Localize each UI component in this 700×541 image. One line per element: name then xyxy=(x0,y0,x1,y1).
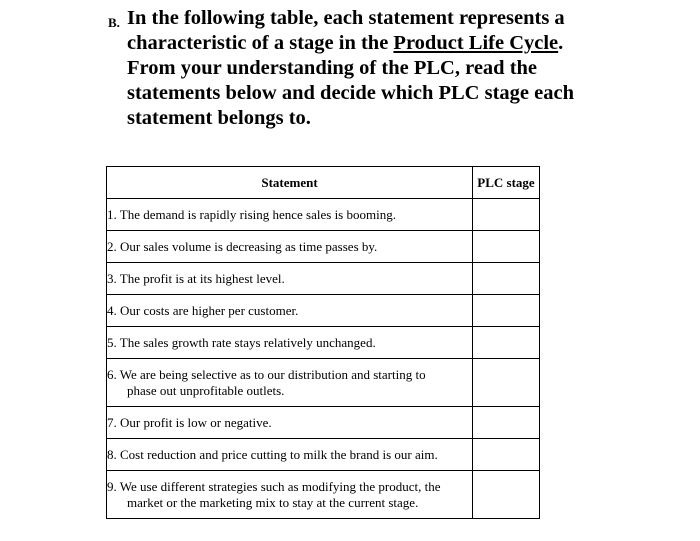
plc-stage-cell[interactable] xyxy=(473,327,540,359)
statement-cell: 5. The sales growth rate stays relatively unchanged. xyxy=(107,327,473,359)
question-marker: B. xyxy=(108,15,120,30)
table-row xyxy=(107,295,540,327)
question-line-1: In the following table, each statement represents a xyxy=(127,7,565,29)
table-row xyxy=(107,471,540,519)
question-line-3: From your understanding of the PLC, read the xyxy=(127,57,538,79)
plc-stage-cell[interactable] xyxy=(473,199,540,231)
statement-cell xyxy=(107,359,473,407)
table-row xyxy=(107,407,540,439)
statement-line-2: market or the marketing mix to stay at the current stage. xyxy=(127,494,419,510)
statement-cell: 1. The demand is rapidly rising hence sales is booming. xyxy=(107,199,473,231)
statement-cell: 8. Cost reduction and price cutting to milk the brand is our aim. xyxy=(107,439,473,471)
plc-stage-cell[interactable] xyxy=(473,439,540,471)
statement-cell: 2. Our sales volume is decreasing as time passes by. xyxy=(107,231,473,263)
table-header-row xyxy=(107,167,540,199)
statement-cell: 3. The profit is at its highest level. xyxy=(107,263,473,295)
statement-line-2: phase out unprofitable outlets. xyxy=(127,382,285,398)
plc-stage-cell[interactable] xyxy=(473,263,540,295)
question-line-2 xyxy=(127,31,563,55)
plc-stage-cell[interactable] xyxy=(473,359,540,407)
statement-header: Statement xyxy=(107,167,473,199)
plc-stage-cell[interactable] xyxy=(473,407,540,439)
plc-stage-cell[interactable] xyxy=(473,231,540,263)
table-row xyxy=(107,439,540,471)
question-line-2-text: characteristic of a stage in the xyxy=(127,32,394,54)
table-row xyxy=(107,327,540,359)
plc-stage-header: PLC stage xyxy=(473,167,540,199)
statement-line-1: 9. We use different strategies such as modifying the product, the xyxy=(107,478,441,494)
question-line-5: statement belongs to. xyxy=(127,107,311,129)
table-row xyxy=(107,263,540,295)
statement-line-1: 6. We are being selective as to our distribution and starting to xyxy=(107,366,426,382)
plc-stage-cell[interactable] xyxy=(473,471,540,519)
question-line-2-end: . xyxy=(558,32,564,54)
plc-table xyxy=(106,166,540,519)
table-row xyxy=(107,231,540,263)
statement-cell: 4. Our costs are higher per customer. xyxy=(107,295,473,327)
statement-cell: 7. Our profit is low or negative. xyxy=(107,407,473,439)
question-line-4: statements below and decide which PLC stage each xyxy=(127,82,574,104)
statement-cell xyxy=(107,471,473,519)
plc-stage-cell[interactable] xyxy=(473,295,540,327)
product-life-cycle-term: Product Life Cycle xyxy=(393,32,559,54)
table-row xyxy=(107,359,540,407)
table-row xyxy=(107,199,540,231)
